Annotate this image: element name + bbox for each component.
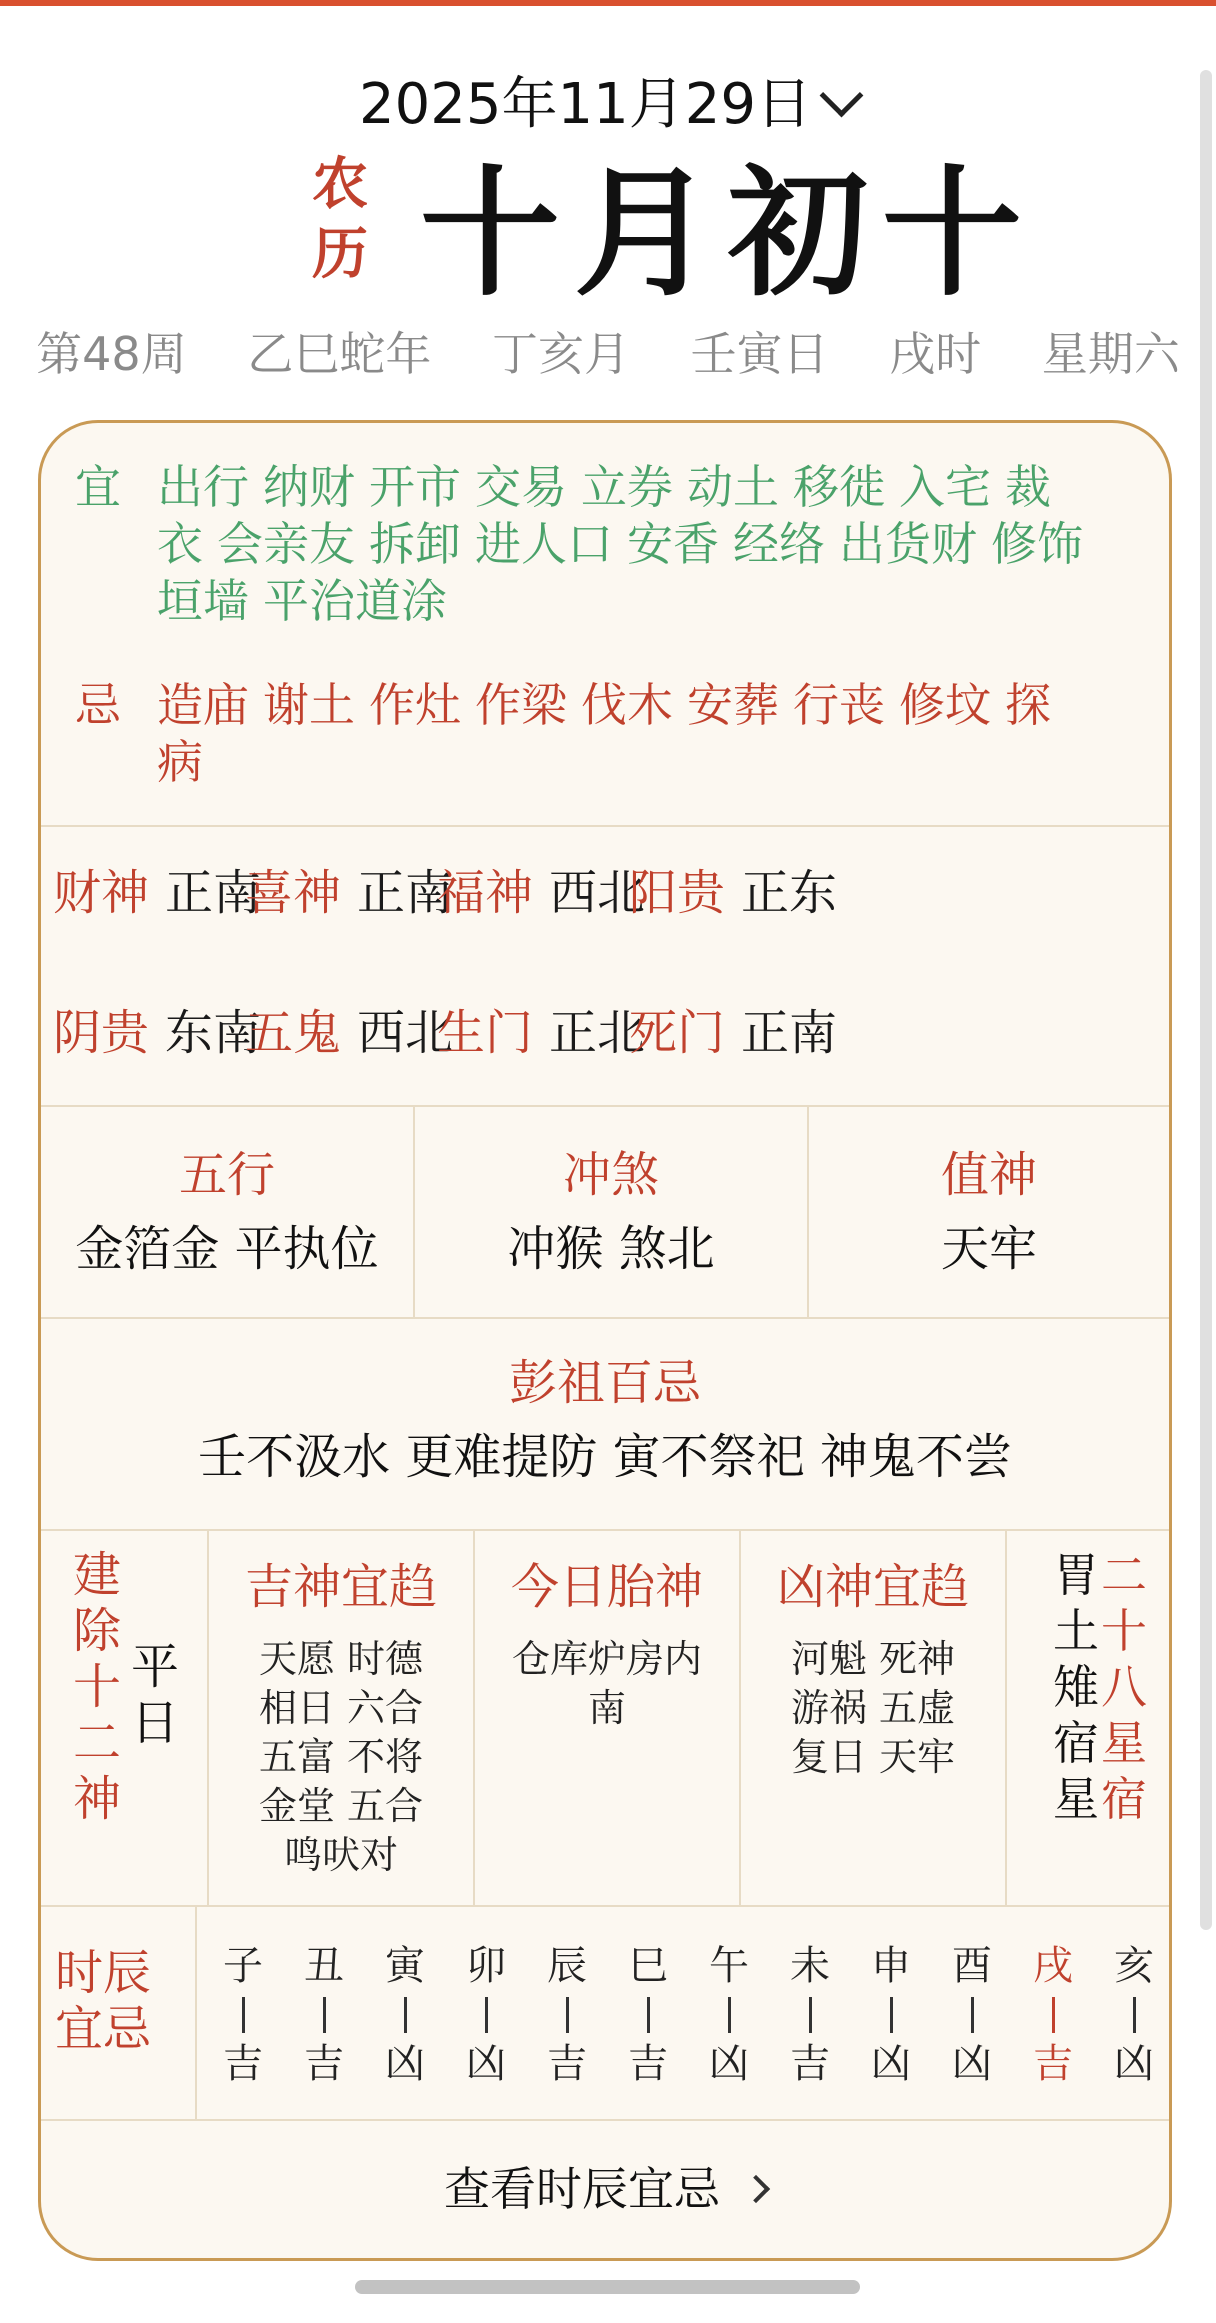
view-hours-label[interactable] — [41, 2159, 1169, 2219]
wuxing-value: 金箔金 平执位 — [75, 1221, 379, 1277]
day-ganzhi: 壬寅日 — [690, 327, 829, 381]
xiongshen-line: 游祸 五虚 — [790, 1686, 956, 1730]
god-direction-item — [437, 1003, 645, 1063]
yi-label: 宜 — [75, 460, 121, 514]
hours-label-line: 时辰 — [55, 1945, 152, 2001]
god-name: 喜神 — [245, 865, 342, 921]
ji-item: 病 — [157, 735, 203, 789]
god-direction-item — [245, 1003, 453, 1063]
xingxiu-label-char: 宿 — [1101, 1772, 1147, 1826]
hour-divider — [890, 1997, 893, 2033]
chevron-down-icon[interactable] — [820, 74, 864, 118]
ji-list — [157, 677, 1157, 791]
hour-divider — [566, 1997, 569, 2033]
god-name: 福神 — [437, 865, 534, 921]
chongsha-cell — [415, 1105, 807, 1317]
jianchu-value — [125, 1639, 185, 1751]
hour-divider — [323, 1997, 326, 2033]
chongsha-value: 冲猴 煞北 — [507, 1221, 715, 1277]
yi-item: 修饰 — [991, 517, 1083, 571]
yi-ji-section — [41, 423, 1169, 827]
hour-branch: 戌 — [1033, 1943, 1073, 1989]
xiongshen-title: 凶神宜趋 — [776, 1559, 969, 1615]
hour-luck: 吉 — [1033, 2041, 1073, 2087]
hour-divider — [809, 1997, 812, 2033]
jishen-list — [209, 1635, 473, 1880]
week-number: 第48周 — [36, 327, 187, 381]
divider — [1005, 1529, 1007, 1905]
hour-divider — [242, 1997, 245, 2033]
xingxiu-label — [1099, 1547, 1149, 1827]
hour-luck: 吉 — [628, 2041, 668, 2087]
gods-direction-section — [41, 825, 1169, 1107]
jianchu-label-char: 十 — [72, 1659, 121, 1715]
hour-luck: 凶 — [952, 2041, 992, 2087]
xingxiu-label-char: 十 — [1101, 1604, 1147, 1658]
view-hours-text[interactable]: 查看时辰宜忌 — [444, 2162, 720, 2216]
god-direction: 正东 — [741, 865, 838, 921]
weekday: 星期六 — [1041, 327, 1180, 381]
lunar-label-char: 历 — [312, 222, 368, 287]
shensha-section — [41, 1529, 1169, 1907]
hour-divider — [1133, 1997, 1136, 2033]
zhishen-title: 值神 — [940, 1147, 1037, 1203]
hour-divider — [728, 1997, 731, 2033]
xingxiu-value-char: 宿 — [1053, 1716, 1099, 1770]
hour-divider — [1052, 1997, 1055, 2033]
pengzu-value: 壬不汲水 更难提防 寅不祭祀 神鬼不尝 — [198, 1429, 1012, 1485]
xingxiu-value-char: 星 — [1053, 1772, 1099, 1826]
hour-item — [780, 1941, 840, 2089]
hour-item — [294, 1941, 354, 2089]
hour-branch: 亥 — [1114, 1943, 1154, 1989]
xiongshen-line: 河魁 死神 — [790, 1637, 956, 1681]
hours-label — [55, 1945, 155, 2057]
ji-item: 探 — [1005, 678, 1051, 732]
hour-luck: 凶 — [385, 2041, 425, 2087]
god-direction-item — [437, 863, 645, 923]
ji-item: 伐木 — [581, 678, 673, 732]
wuxing-title: 五行 — [178, 1147, 275, 1203]
xingxiu-label-char: 星 — [1101, 1716, 1147, 1770]
jishen-cell — [209, 1529, 473, 1905]
chevron-right-icon[interactable] — [742, 2175, 770, 2203]
hour-luck: 凶 — [466, 2041, 506, 2087]
current-hour: 戌时 — [889, 327, 982, 381]
yi-item: 裁 — [1005, 460, 1051, 514]
zhishen-value: 天牢 — [940, 1221, 1037, 1277]
taishen-line: 南 — [587, 1686, 626, 1730]
ji-item: 安葬 — [687, 678, 779, 732]
hour-item — [375, 1941, 435, 2089]
yi-item: 开市 — [369, 460, 461, 514]
god-direction: 正南 — [741, 1005, 838, 1061]
hour-divider — [404, 1997, 407, 2033]
god-direction-item — [629, 1003, 837, 1063]
god-name: 阳贵 — [629, 865, 726, 921]
hour-item — [618, 1941, 678, 2089]
yi-item: 移徙 — [793, 460, 885, 514]
ji-item: 谢土 — [263, 678, 355, 732]
hour-luck: 凶 — [709, 2041, 749, 2087]
hour-branch: 子 — [223, 1943, 263, 1989]
yi-item: 动土 — [687, 460, 779, 514]
hour-divider — [647, 1997, 650, 2033]
wuxing-chongsha-section — [41, 1105, 1169, 1319]
jishen-line: 相日 六合 — [258, 1686, 424, 1730]
jianchu-label-char: 除 — [72, 1603, 121, 1659]
jishen-line: 天愿 时德 — [258, 1637, 424, 1681]
taishen-title: 今日胎神 — [510, 1559, 703, 1615]
yi-line — [157, 516, 1157, 573]
ji-item: 修坟 — [899, 678, 991, 732]
scrollbar[interactable] — [1200, 70, 1212, 1930]
hour-item — [456, 1941, 516, 2089]
ji-line — [157, 734, 1157, 791]
month-ganzhi: 丁亥月 — [491, 327, 630, 381]
yi-item: 衣 — [157, 517, 203, 571]
top-accent-bar — [0, 0, 1216, 6]
xingxiu-value — [1051, 1547, 1101, 1827]
god-direction: 正南 — [357, 865, 454, 921]
jianchu-label — [67, 1547, 127, 1827]
taishen-value — [475, 1635, 739, 1733]
hour-branch: 酉 — [952, 1943, 992, 1989]
yi-item: 经络 — [733, 517, 825, 571]
hour-luck: 凶 — [1114, 2041, 1154, 2087]
hour-branch: 丑 — [304, 1943, 344, 1989]
xiongshen-cell — [741, 1529, 1005, 1905]
yi-item: 纳财 — [263, 460, 355, 514]
solar-date[interactable]: 2025年11月29日 — [358, 72, 813, 137]
zhishen-cell — [809, 1105, 1169, 1317]
hour-item — [942, 1941, 1002, 2089]
jishen-line: 金堂 五合 — [258, 1784, 424, 1828]
year-ganzhi: 乙巳蛇年 — [247, 327, 432, 381]
yi-item: 入宅 — [899, 460, 991, 514]
ji-item: 造庙 — [157, 678, 249, 732]
date-picker[interactable] — [0, 70, 1216, 140]
hour-item — [1023, 1941, 1083, 2089]
xingxiu-value-char: 胃 — [1053, 1548, 1099, 1602]
ji-item: 行丧 — [793, 678, 885, 732]
xingxiu-value-char: 土 — [1053, 1604, 1099, 1658]
yi-item: 立券 — [581, 460, 673, 514]
xingxiu-value-char: 雉 — [1053, 1660, 1099, 1714]
pengzu-title: 彭祖百忌 — [508, 1355, 701, 1411]
god-name: 五鬼 — [245, 1005, 342, 1061]
hour-branch: 寅 — [385, 1943, 425, 1989]
yi-item: 拆卸 — [369, 517, 461, 571]
yi-item: 安香 — [627, 517, 719, 571]
hour-divider — [971, 1997, 974, 2033]
yi-item: 垣墙 — [157, 574, 249, 628]
yi-item: 出货财 — [839, 517, 977, 571]
xingxiu-label-char: 二 — [1101, 1548, 1147, 1602]
jianchu-value-char: 日 — [130, 1695, 179, 1751]
yi-item: 会亲友 — [217, 517, 355, 571]
home-indicator[interactable] — [355, 2280, 860, 2294]
ji-item: 作灶 — [369, 678, 461, 732]
hour-branch: 辰 — [547, 1943, 587, 1989]
hour-item — [213, 1941, 273, 2089]
almanac-card — [38, 420, 1172, 2261]
god-direction: 正北 — [549, 1005, 646, 1061]
ji-label: 忌 — [75, 678, 121, 732]
hour-branch: 卯 — [466, 1943, 506, 1989]
wuxing-cell — [41, 1105, 413, 1317]
view-hours-button[interactable] — [41, 2119, 1169, 2258]
god-name: 生门 — [437, 1005, 534, 1061]
god-direction-item — [53, 863, 261, 923]
date-info-row — [0, 318, 1216, 384]
lunar-date: 十月初十 — [420, 153, 1037, 316]
god-direction-item — [53, 1003, 261, 1063]
jishen-line: 五富 不将 — [258, 1735, 424, 1779]
jianchu-label-char: 神 — [72, 1771, 121, 1827]
god-direction: 正南 — [165, 865, 262, 921]
taishen-cell — [475, 1529, 739, 1905]
hour-item — [1104, 1941, 1164, 2089]
lunar-label — [310, 150, 370, 290]
jianchu-value-char: 平 — [130, 1639, 179, 1695]
hour-branch: 未 — [790, 1943, 830, 1989]
god-name: 财神 — [53, 865, 150, 921]
hour-item — [699, 1941, 759, 2089]
hour-item — [861, 1941, 921, 2089]
hour-luck: 吉 — [547, 2041, 587, 2087]
yi-item: 交易 — [475, 460, 567, 514]
hour-luck: 吉 — [223, 2041, 263, 2087]
jianchu-label-char: 建 — [72, 1547, 121, 1603]
god-direction: 西北 — [549, 865, 646, 921]
xingxiu-label-char: 八 — [1101, 1660, 1147, 1714]
hours-section — [41, 1905, 1169, 2121]
yi-list — [157, 459, 1157, 630]
yi-item: 进人口 — [475, 517, 613, 571]
jianchu-label-char: 二 — [72, 1715, 121, 1771]
ji-line — [157, 677, 1157, 734]
xiongshen-line: 复日 天牢 — [790, 1735, 956, 1779]
yi-line — [157, 573, 1157, 630]
yi-line — [157, 459, 1157, 516]
hours-label-line: 宜忌 — [55, 2001, 152, 2057]
god-direction: 西北 — [357, 1005, 454, 1061]
taishen-line: 仓库炉房内 — [511, 1637, 702, 1681]
xiongshen-list — [741, 1635, 1005, 1782]
lunar-label-char: 农 — [312, 152, 368, 217]
hour-branch: 午 — [709, 1943, 749, 1989]
god-direction-item — [629, 863, 837, 923]
ji-item: 作梁 — [475, 678, 567, 732]
hour-luck: 凶 — [871, 2041, 911, 2087]
god-name: 阴贵 — [53, 1005, 150, 1061]
divider — [195, 1905, 197, 2119]
yi-item: 平治道涂 — [263, 574, 447, 628]
hour-item — [537, 1941, 597, 2089]
jishen-title: 吉神宜趋 — [244, 1559, 437, 1615]
chongsha-title: 冲煞 — [562, 1147, 659, 1203]
god-name: 死门 — [629, 1005, 726, 1061]
yi-item: 出行 — [157, 460, 249, 514]
god-direction-item — [245, 863, 453, 923]
pengzu-section — [41, 1317, 1169, 1531]
hour-luck: 吉 — [790, 2041, 830, 2087]
hour-branch: 申 — [871, 1943, 911, 1989]
hour-divider — [485, 1997, 488, 2033]
hour-luck: 吉 — [304, 2041, 344, 2087]
jishen-line: 鸣吠对 — [283, 1833, 398, 1877]
god-direction: 东南 — [165, 1005, 262, 1061]
hour-branch: 巳 — [628, 1943, 668, 1989]
